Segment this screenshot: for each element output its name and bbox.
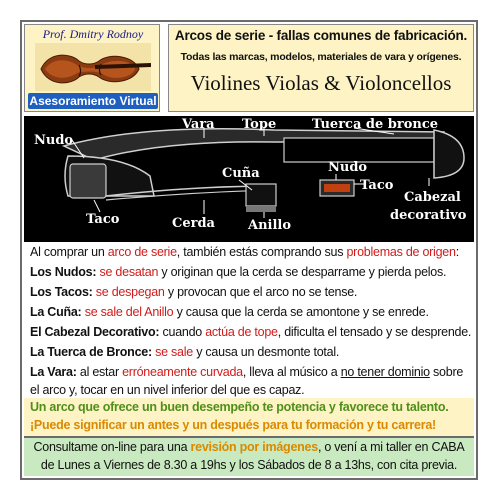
label-anillo: Anillo: [248, 218, 292, 233]
vara-t1: al estar: [76, 365, 123, 379]
label-tope: Tope: [242, 117, 277, 132]
nudos-red: se desatan: [99, 265, 159, 279]
label-nudo-left: Nudo: [34, 133, 74, 148]
logo-panel: [24, 24, 160, 112]
tuerca-red: se sale: [155, 345, 193, 359]
label-tuerca: Tuerca de bronce: [312, 117, 439, 132]
label-cerda: Cerda: [172, 216, 215, 231]
label-cuna: Cuña: [222, 166, 260, 181]
service-tag: Asesoramiento Virtual: [29, 94, 157, 108]
vara-line: [30, 365, 463, 379]
contact-panel: [24, 436, 474, 476]
tuerca-text: y causa un desmonte total.: [192, 345, 340, 359]
cabezal-red: actúa de tope: [205, 325, 278, 339]
contact-line-1: [24, 440, 474, 454]
author-name: Prof. Dmitry Rodnoy: [42, 27, 144, 41]
nudos-text: y originan que la cerda se desparrame y pierda pelos.: [158, 265, 447, 279]
poster-subtitle: Todas las marcas, modelos, materiales de vara y orígenes.: [180, 51, 462, 63]
label-taco-right: Taco: [360, 178, 394, 193]
label-vara: Vara: [182, 117, 215, 132]
label-taco-left: Taco: [86, 212, 120, 227]
vara-key: La Vara:: [30, 365, 77, 379]
label-nudo-right: Nudo: [328, 160, 368, 175]
tacos-line: [30, 285, 357, 299]
cabezal-t2: , dificulta el tensado y se desprende.: [277, 325, 472, 339]
intro-line: [30, 245, 459, 259]
cuna-key: La Cuña:: [30, 305, 82, 319]
contact-a: Consultame on-line para una: [33, 440, 191, 454]
label-cabezal-2: decorativo: [390, 208, 467, 223]
vara-red: erróneamente curvada: [122, 365, 243, 379]
vara-t3: sobre: [429, 365, 464, 379]
cabezal-line: [30, 325, 471, 339]
tacos-red: se despegan: [95, 285, 165, 299]
contact-c: , o vení a mi taller en CABA: [317, 440, 465, 454]
title-panel: [168, 24, 474, 112]
tacos-text: y provocan que el arco no se tense.: [164, 285, 358, 299]
tuerca-key: La Tuerca de Bronce:: [30, 345, 152, 359]
cabezal-key: El Cabezal Decorativo:: [30, 325, 160, 339]
contact-b: revisión por imágenes: [190, 440, 318, 454]
tacos-key: Los Tacos:: [30, 285, 93, 299]
vara-t2: , lleva al músico a: [242, 365, 341, 379]
nudos-line: [30, 265, 446, 279]
vara-line-2: el arco y, tocar en un nivel inferior del que es capaz.: [30, 383, 305, 397]
cuna-red: se sale del Anillo: [84, 305, 174, 319]
green-line-1: Un arco que ofrece un buen desempeño te potencia y favorece tu talento.: [30, 400, 449, 414]
contact-line-2: de Lunes a Viernes de 8.30 a 19hs y los Sábados de 8 a 13hs, con cita previa.: [40, 458, 458, 472]
instruments-heading: Violines Violas & Violoncellos: [190, 71, 452, 95]
tuerca-line: [30, 345, 339, 359]
intro-a: Al comprar un: [30, 245, 108, 259]
label-cabezal-1: Cabezal: [404, 190, 461, 205]
bow-diagram: [24, 116, 474, 242]
poster-title: Arcos de serie - fallas comunes de fabricación.: [174, 28, 468, 43]
vara-underline: no tener dominio: [340, 365, 430, 379]
intro-d: problemas de origen: [346, 245, 456, 259]
cabezal-t1: cuando: [159, 325, 206, 339]
intro-e: :: [455, 245, 459, 259]
green-line-2: ¡Puede significar un antes y un después para tu formación y tu carrera!: [30, 418, 436, 432]
cuna-line: [30, 305, 429, 319]
intro-c: , también estás comprando sus: [176, 245, 347, 259]
cuna-text: y causa que la cerda se amontone y se enrede.: [173, 305, 429, 319]
intro-b: arco de serie: [107, 245, 177, 259]
highlight-panel: [24, 398, 474, 436]
nudos-key: Los Nudos:: [30, 265, 97, 279]
violin-image: [35, 43, 151, 91]
